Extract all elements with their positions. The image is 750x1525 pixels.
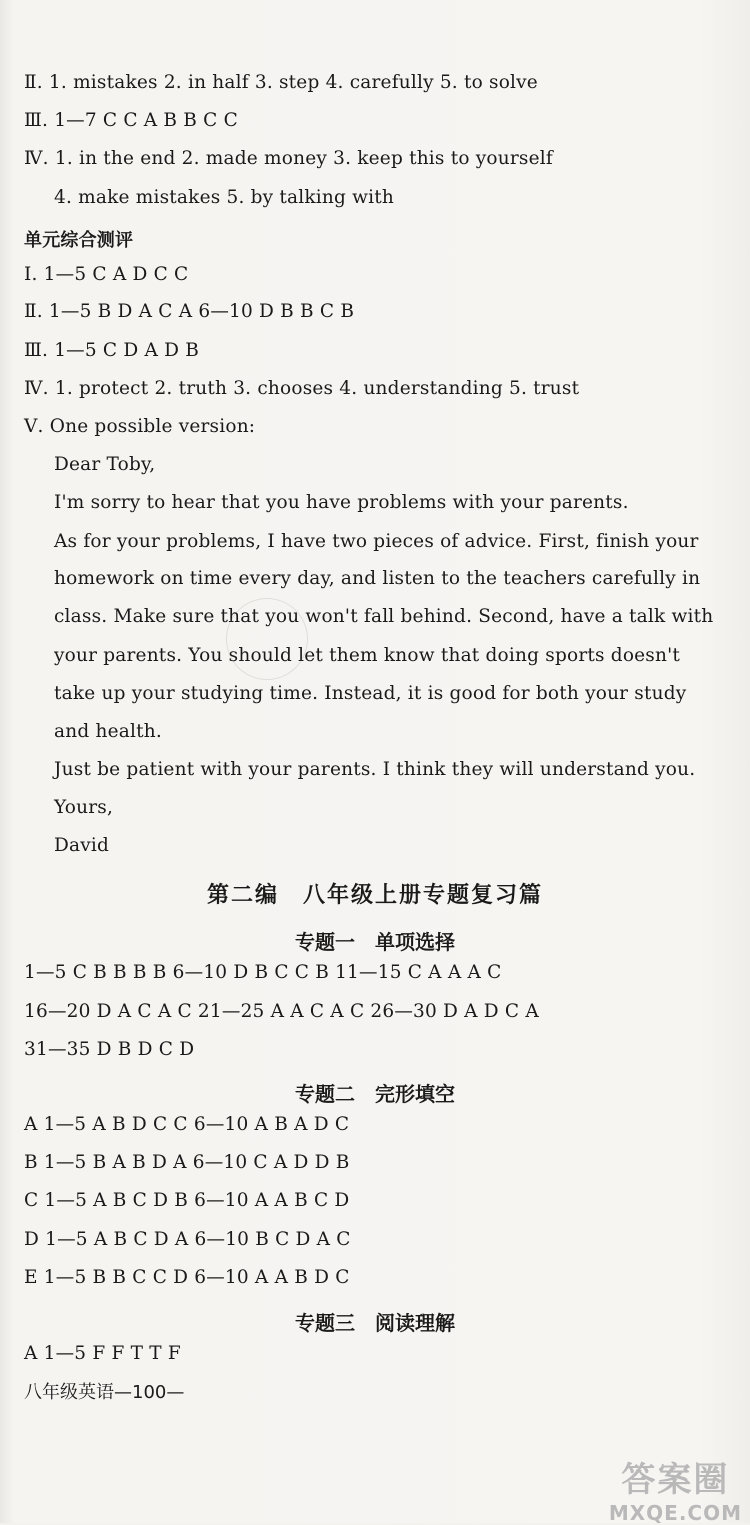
topic-two-row: B 1—5 B A B D A 6—10 C A D D B: [24, 1152, 350, 1173]
letter-signature: David: [54, 835, 110, 856]
unit-answer-iv: Ⅳ. 1. protect 2. truth 3. chooses 4. understanding 5. trust: [24, 378, 580, 399]
letter-paragraph-2-line-3: class. Make sure that you won't fall behind. Second, have a talk with: [54, 606, 714, 627]
answer-line-ii: Ⅱ. 1. mistakes 2. in half 3. step 4. carefully 5. to solve: [24, 72, 538, 93]
topic-one-answers-row-3: 31—35 D B D C D: [24, 1039, 195, 1060]
letter-paragraph-2-line-4: your parents. You should let them know that doing sports doesn't: [54, 645, 681, 666]
unit-answer-ii: Ⅱ. 1—5 B D A C A 6—10 D B B C B: [24, 301, 355, 322]
answer-line-iv: Ⅳ. 1. in the end 2. made money 3. keep this to yourself: [24, 148, 553, 169]
site-watermark: [609, 1452, 742, 1525]
topic-one-answers-row-1: 1—5 C B B B B 6—10 D B C C B 11—15 C A A A C: [24, 962, 502, 983]
answer-line-iii: Ⅲ. 1—7 C C A B B C C: [24, 110, 238, 131]
topic-two-row: E 1—5 B B C C D 6—10 A A B D C: [24, 1267, 350, 1288]
letter-paragraph-2-line-1: As for your problems, I have two pieces of advice. First, finish your: [54, 531, 699, 552]
topic-two-row: D 1—5 A B C D A 6—10 B C D A C: [24, 1229, 351, 1250]
watermark-url: MXQE.COM: [608, 1501, 742, 1525]
part-two-title: 第二编 八年级上册专题复习篇: [206, 883, 543, 908]
letter-closing: Yours,: [54, 797, 114, 818]
unit-answer-v: Ⅴ. One possible version:: [24, 416, 256, 437]
page-footer-label: 八年级英语—100—: [24, 1382, 185, 1403]
topic-three-answers-row-1: A 1—5 F F T T F: [24, 1343, 181, 1364]
watermark-logo-text: 答案圈: [621, 1460, 730, 1500]
letter-greeting: Dear Toby,: [54, 454, 156, 475]
letter-paragraph-2-line-5: take up your studying time. Instead, it is good for both your study: [54, 683, 687, 704]
topic-two-title: 专题二 完形填空: [295, 1082, 455, 1106]
topic-two-row: C 1—5 A B C D B 6—10 A A B C D: [24, 1190, 350, 1211]
letter-paragraph-2-line-2: homework on time every day, and listen to the teachers carefully in: [54, 568, 701, 589]
letter-paragraph-3: Just be patient with your parents. I think they will understand you.: [54, 759, 696, 780]
topic-three-title: 专题三 阅读理解: [295, 1311, 455, 1335]
unit-answer-i: Ⅰ. 1—5 C A D C C: [24, 264, 189, 285]
topic-two-row: A 1—5 A B D C C 6—10 A B A D C: [24, 1114, 350, 1135]
letter-paragraph-2-line-6: and health.: [54, 721, 162, 742]
letter-paragraph-1: I'm sorry to hear that you have problems with your parents.: [54, 492, 629, 513]
faint-stamp-mark: [226, 598, 308, 680]
topic-one-title: 专题一 单项选择: [295, 930, 455, 954]
topic-one-answers-row-2: 16—20 D A C A C 21—25 A A C A C 26—30 D A D C A: [24, 1001, 539, 1022]
answer-line-iv-cont: 4. make mistakes 5. by talking with: [54, 187, 395, 208]
unit-test-title: 单元综合测评: [24, 230, 134, 251]
unit-answer-iii: Ⅲ. 1—5 C D A D B: [24, 340, 200, 361]
